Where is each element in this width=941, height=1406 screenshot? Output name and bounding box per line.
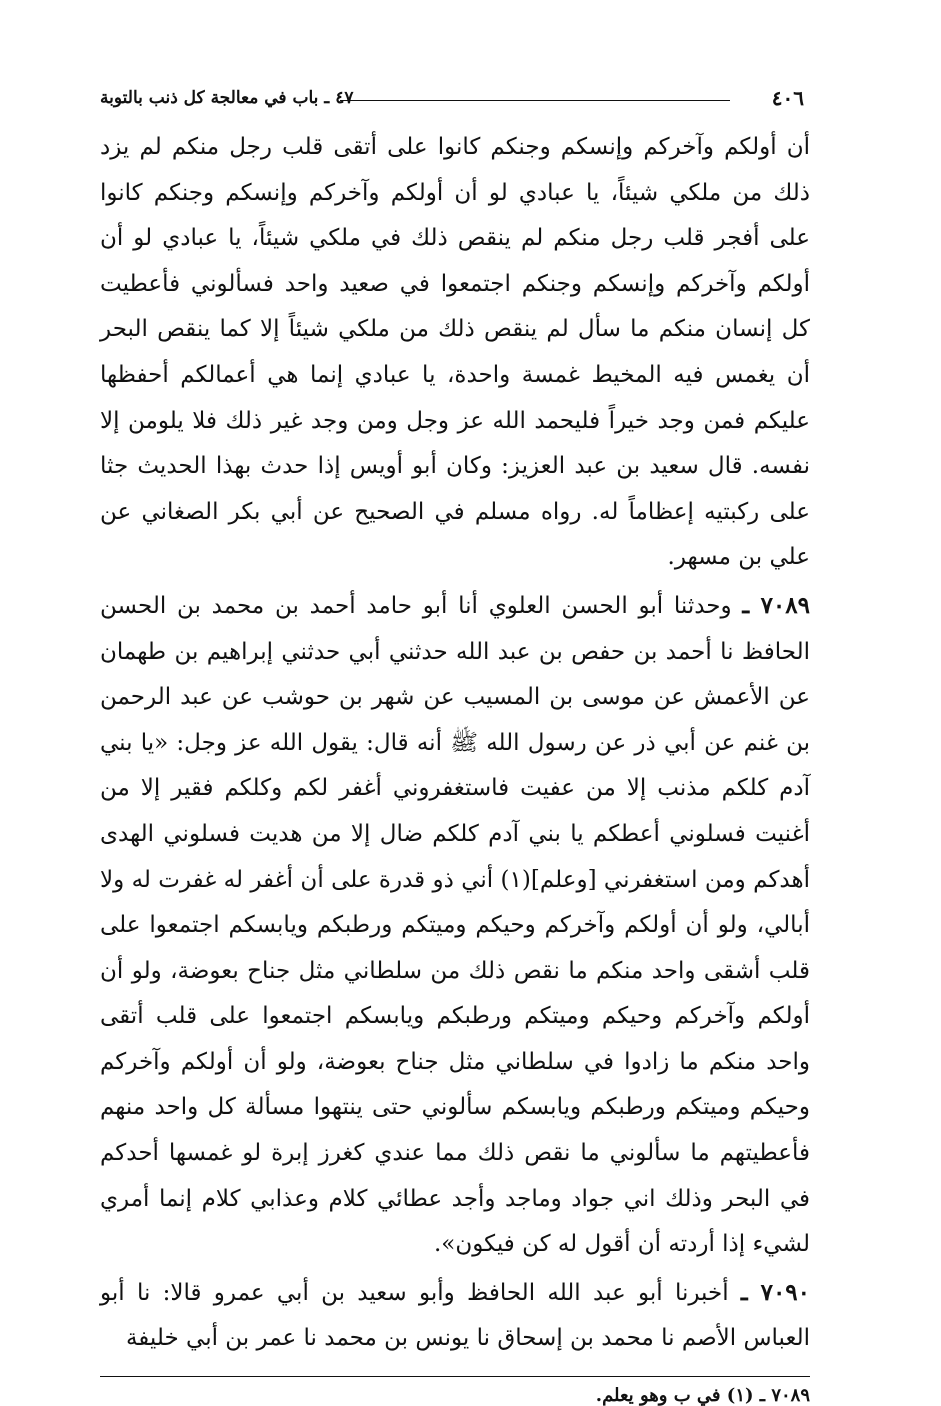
paragraph-text: أن أولكم وآخركم وإنسكم وجنكم كانوا على أتقى قلب رجل منكم لم يزد ذلك من ملكي شيئاً، يا عبادي لو أن أولكم وآخركم وإنسكم وجنكم كانوا على أفجر قلب رجل منكم لم ينقص ذلك في ملكي شيئاً، يا عبادي لو أن أولكم وآخركم وإنسكم وجنكم اجتمعوا في صعيد واحد فسألوني فأعطيت كل إنسان منكم ما سأل لم ينقص ذلك من ملكي شيئاً إلا كما ينقص البحر أن يغمس فيه المخيط غمسة واحدة، يا عبادي إنما هي أعمالكم أحفظها عليكم فمن وجد خيراً فليحمد الله عز وجل ومن وجد غير ذلك فلا يلومن إلا نفسه. قال سعيد بن عبد العزيز: وكان أبو أويس إذا حدث بهذا الحديث جثا على ركبتيه إعظاماً له. رواه مسلم في الصحيح عن أبي بكر الصغاني عن علي بن مسهر.: [100, 134, 810, 571]
paragraph-hadith-7089: [100, 583, 810, 1268]
header-rule: [340, 100, 730, 101]
chapter-title: ٤٧ ـ باب في معالجة كل ذنب بالتوبة: [100, 88, 354, 108]
page-number: ٤٠٦: [771, 86, 804, 110]
hadith-number: ٧٠٩٠ ـ: [740, 1278, 811, 1306]
running-head: [100, 84, 810, 124]
book-page: [100, 84, 811, 1406]
footnote-rule: [100, 1376, 810, 1377]
hadith-number: ٧٠٨٩ ـ: [742, 591, 810, 619]
paragraph-text: وحدثنا أبو الحسن العلوي أنا أبو حامد أحمد بن محمد بن الحسن الحافظ نا أحمد بن حفص بن عبد الله حدثني أبي حدثني إبراهيم بن طهمان عن الأعمش عن موسى بن المسيب عن شهر بن حوشب عن عبد الرحمن بن غنم عن أبي ذر عن رسول الله ﷺ أنه قال: يقول الله عز وجل: «يا بني آدم كلكم مذنب إلا من عفيت فاستغفروني أغفر لكم وكلكم فقير إلا من أغنيت فسلوني أعطكم يا بني آدم كلكم ضال إلا من هديت فسلوني الهدى أهدكم ومن استغفرني [وعلم](١) أني ذو قدرة على أن أغفر له غفرت له ولا أبالي، ولو أن أولكم وآخركم وحيكم وميتكم ورطبكم ويابسكم اجتمعوا على قلب أشقى واحد منكم ما نقص ذلك من سلطاني مثل جناح بعوضة، ولو أن أولكم وآخركم وحيكم وميتكم ورطبكم ويابسكم اجتمعوا على قلب أتقى واحد منكم ما زادوا في سلطاني مثل جناح بعوضة، ولو أن أولكم وآخركم وحيكم وميتكم ورطبكم ويابسكم سألوني حتى ينتهوا مسألة كل واحد منهم فأعطيتهم ما سألوني ما نقص ذلك مما عندي كغرز إبرة لو غمسها أحدكم في البحر وذلك اني جواد وماجد وأجد عطائي كلام وعذابي كلام إنما أمري لشيء إذا أردته أن أقول له كن فيكون».: [100, 592, 810, 1258]
paragraph-hadith-7090: [100, 1270, 810, 1362]
paragraph-text: أخبرنا أبو عبد الله الحافظ وأبو سعيد بن أبي عمرو قالا: نا أبو العباس الأصم نا محمد بن إسحاق نا يونس بن محمد نا عمر بن أبي خليفة: [100, 1279, 810, 1352]
footnote: ٧٠٨٩ ـ (١) في ب وهو يعلم.: [595, 1385, 810, 1406]
paragraph-continuation: [100, 124, 810, 581]
